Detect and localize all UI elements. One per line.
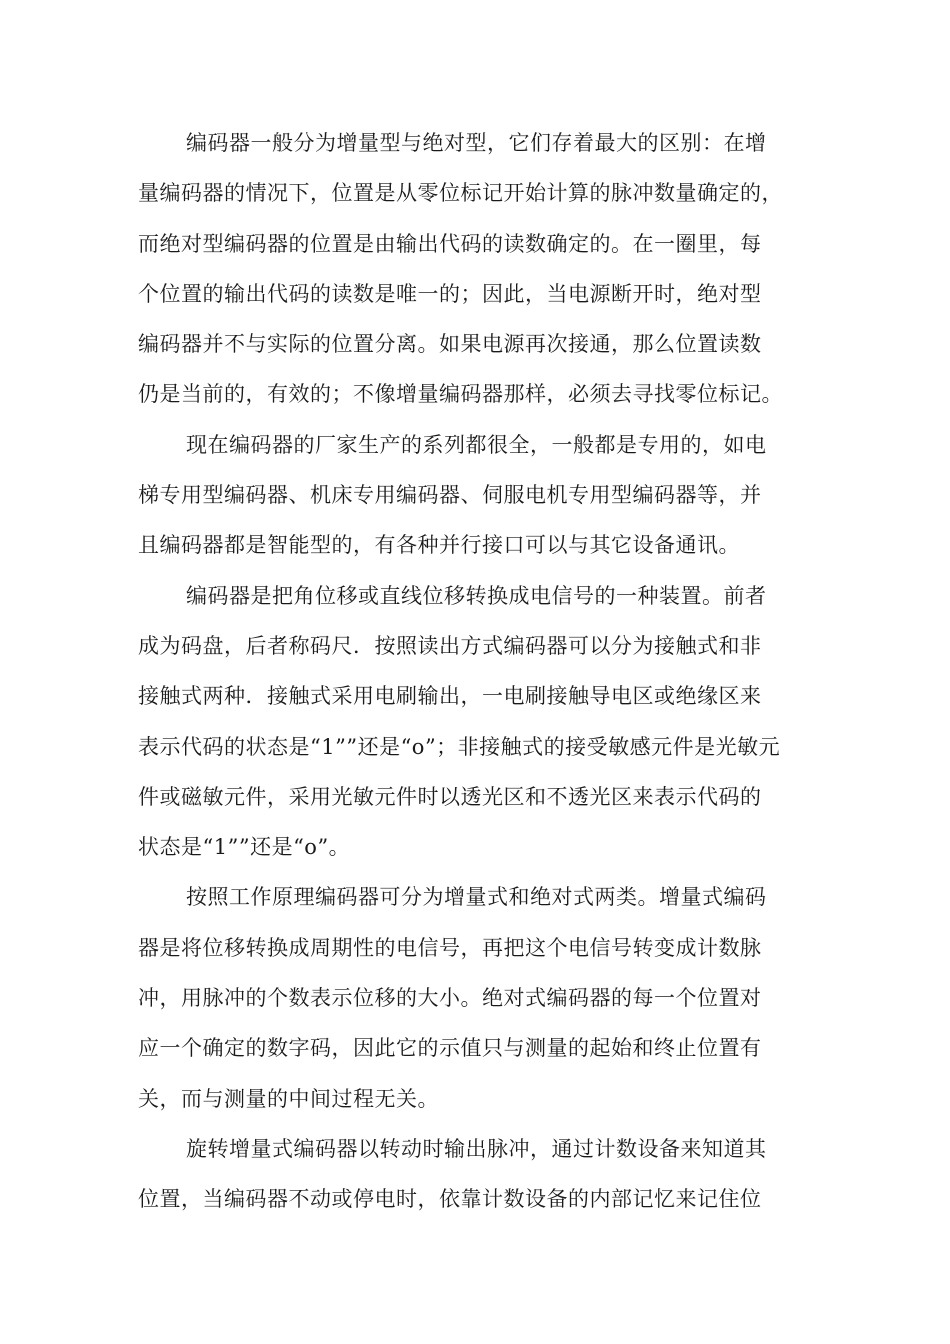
text-line: 关，而与测量的中间过程无关。 [138,1086,439,1111]
text-line: 编码器并不与实际的位置分离。如果电源再次接通，那么位置读数 [138,332,762,357]
text-line: 而绝对型编码器的位置是由输出代码的读数确定的。在一圈里，每 [138,231,762,256]
text-line: 编码器一般分为增量型与绝对型，它们存着最大的区别：在增 [186,131,767,155]
text-line: 编码器是把角位移或直线位移转换成电信号的一种装置。前者 [186,583,767,608]
paragraph-1 [138,118,832,420]
text-line: 旋转增量式编码器以转动时输出脉冲，通过计数设备来知道其 [186,1136,767,1161]
text-line: 仍是当前的，有效的；不像增量编码器那样，必须去寻找零位标记。 [138,382,783,407]
paragraph-5 [138,1124,832,1225]
text-line: 量编码器的情况下，位置是从零位标记开始计算的脉冲数量确定的， [138,181,783,206]
text-line: 器是将位移转换成周期性的电信号，再把这个电信号转变成计数脉 [138,935,762,960]
paragraph-3 [138,571,832,873]
text-line: 应一个确定的数字码，因此它的示值只与测量的起始和终止位置有 [138,1036,762,1061]
text-line: 件或磁敏元件，采用光敏元件时以透光区和不透光区来表示代码的 [138,784,762,809]
text-line: 个位置的输出代码的读数是唯一的；因此，当电源断开时，绝对型 [138,281,762,306]
text-line: 冲，用脉冲的个数表示位移的大小。绝对式编码器的每一个位置对 [138,986,762,1011]
text-line: 成为码盘，后者称码尺．按照读出方式编码器可以分为接触式和非 [138,633,762,658]
text-line: 位置，当编码器不动或停电时，依靠计数设备的内部记忆来记住位 [138,1187,762,1212]
text-line: 状态是“1””还是“o”。 [138,835,351,860]
text-line: 梯专用型编码器、机床专用编码器、伺服电机专用型编码器等，并 [138,483,762,508]
text-line: 按照工作原理编码器可分为增量式和绝对式两类。增量式编码 [186,885,767,910]
text-line: 表示代码的状态是“1””还是“o”；非接触式的接受敏感元件是光敏元 [138,734,781,759]
text-line: 接触式两种．接触式采用电刷输出，一电刷接触导电区或绝缘区来 [138,684,762,709]
text-line: 且编码器都是智能型的，有各种并行接口可以与其它设备通讯。 [138,533,740,558]
text-line: 现在编码器的厂家生产的系列都很全，一般都是专用的，如电 [186,432,767,457]
paragraph-4 [138,872,832,1123]
paragraph-2 [138,420,832,571]
body-text [138,118,832,1225]
